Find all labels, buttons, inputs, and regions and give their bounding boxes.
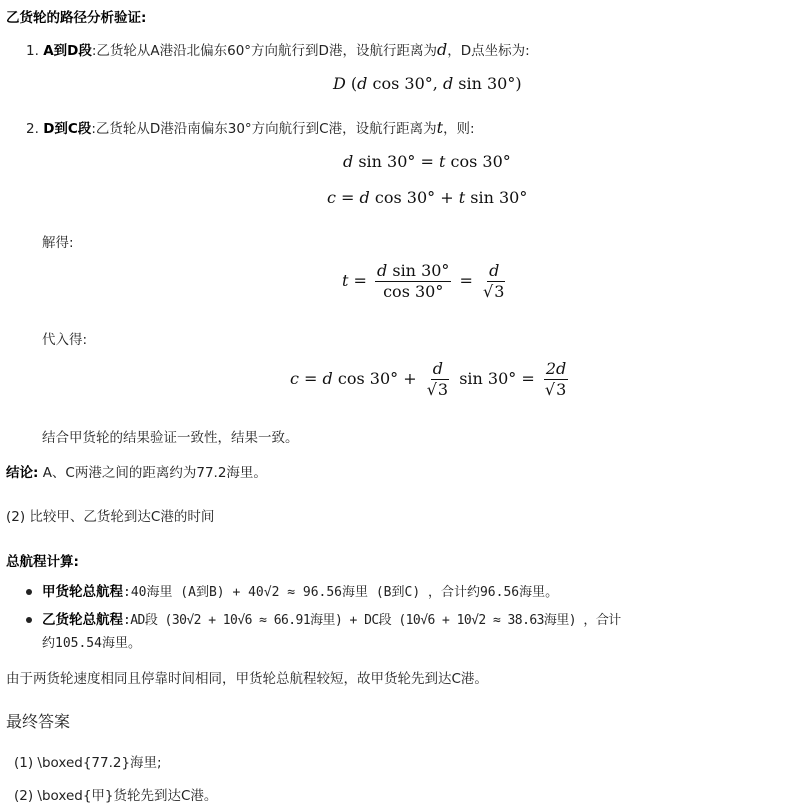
math-term: sin 30° [387,261,450,280]
substitute-label: 代入得: [42,332,88,348]
math-var: c [290,369,299,388]
part-2-heading: (2) 比较甲、乙货轮到达C港的时间 [6,509,215,525]
math-var: t [439,152,446,171]
math-var: d [432,359,444,378]
conclusion-label: 结论: [6,465,39,481]
sqrt: √3 [483,282,505,301]
total-heading: 总航程计算: [6,554,79,570]
step-text-end: ，D点坐标为: [447,43,530,59]
math-term: sin 30° [458,74,516,93]
bullet-text: :40海里 (A到B) + 40√2 ≈ 96.56海里 (B到C) ，合计约96.56海里。 [123,585,559,600]
math-term: = [335,188,360,207]
math-term: sin 30° = [454,369,540,388]
final-heading: 最终答案 [6,712,71,731]
fraction [481,262,507,301]
math-term: sin 30° [465,188,528,207]
bullet-dot [26,589,32,595]
math-term: cos 30° [445,152,511,171]
math-var: d [322,369,333,388]
step-heading: D到C段 [43,121,92,137]
fraction [543,360,569,399]
answer-2: (2) \boxed{甲}货轮先到达C港。 [14,788,218,804]
reason-text: 由于两货轮速度相同且停靠时间相同，甲货轮总航程较短，故甲货轮先到达C港。 [6,671,488,687]
bullet-label: 乙货轮总航程 [42,612,123,628]
math-var: d [377,261,388,280]
math-term: 3 [437,380,449,399]
math-var: d [343,152,354,171]
bullet-dot [26,617,32,623]
fraction [425,360,451,399]
equation-c [290,360,572,399]
math-var: 2d [545,359,567,378]
math-term: = [454,271,479,290]
math-var: d [436,40,448,59]
bullet-label: 甲货轮总航程 [42,584,123,600]
math-term: cos 30° + [332,369,422,388]
solve-label: 解得: [42,235,74,251]
math-term: cos 30° + [369,188,459,207]
step-heading: A到D段 [43,43,92,59]
step-2-line [26,117,475,137]
bullet-item-2 [26,608,621,628]
math-var: t [458,188,466,207]
bullet-item-2-cont: 约105.54海里。 [42,636,141,651]
fraction [375,262,451,301]
math-term: cos 30° [383,282,444,301]
math-var: d [442,74,454,93]
section-title: 乙货轮的路径分析验证: [6,10,147,26]
equation-2 [327,188,527,207]
math-var: d [357,74,368,93]
equation-d-point: D (d cos 30°, d sin 30°) [333,74,522,93]
math-var: t [342,271,349,290]
combine-text: 结合甲货轮的结果验证一致性，结果一致。 [42,430,299,446]
answer-1: (1) \boxed{77.2}海里; [14,755,162,771]
math-var: d [359,188,370,207]
step-text: :乙货轮从D港沿南偏东30°方向航行到C港，设航行距离为 [91,121,437,137]
math-term: = [298,369,323,388]
step-number: 2. [26,121,39,137]
math-var: d [489,261,500,280]
conclusion [6,461,267,481]
bullet-text: :AD段 (30√2 + 10√6 ≈ 66.91海里) + DC段 (10√6 + 10√2 ≈ 38.63海里) ，合计 [123,613,621,628]
math-term: 3 [494,282,505,301]
bullet-item-1 [26,580,558,600]
step-text-end: ，则: [443,121,475,137]
sqrt: √3 [544,380,567,399]
sqrt: √3 [426,380,449,399]
math-term: 3 [556,380,567,399]
math-term: = [348,271,373,290]
step-text: :乙货轮从A港沿北偏东60°方向航行到D港，设航行距离为 [91,43,437,59]
conclusion-text: A、C两港之间的距离约为77.2海里。 [38,465,267,481]
math-term: cos 30°, [372,74,438,93]
math-term: sin 30° = [353,152,439,171]
step-1-line [26,39,530,59]
math-var: c [327,188,336,207]
math-var: t [436,118,444,137]
step-number: 1. [26,43,39,59]
math-var: D [333,74,346,93]
equation-1 [343,152,511,171]
equation-t [342,262,510,301]
